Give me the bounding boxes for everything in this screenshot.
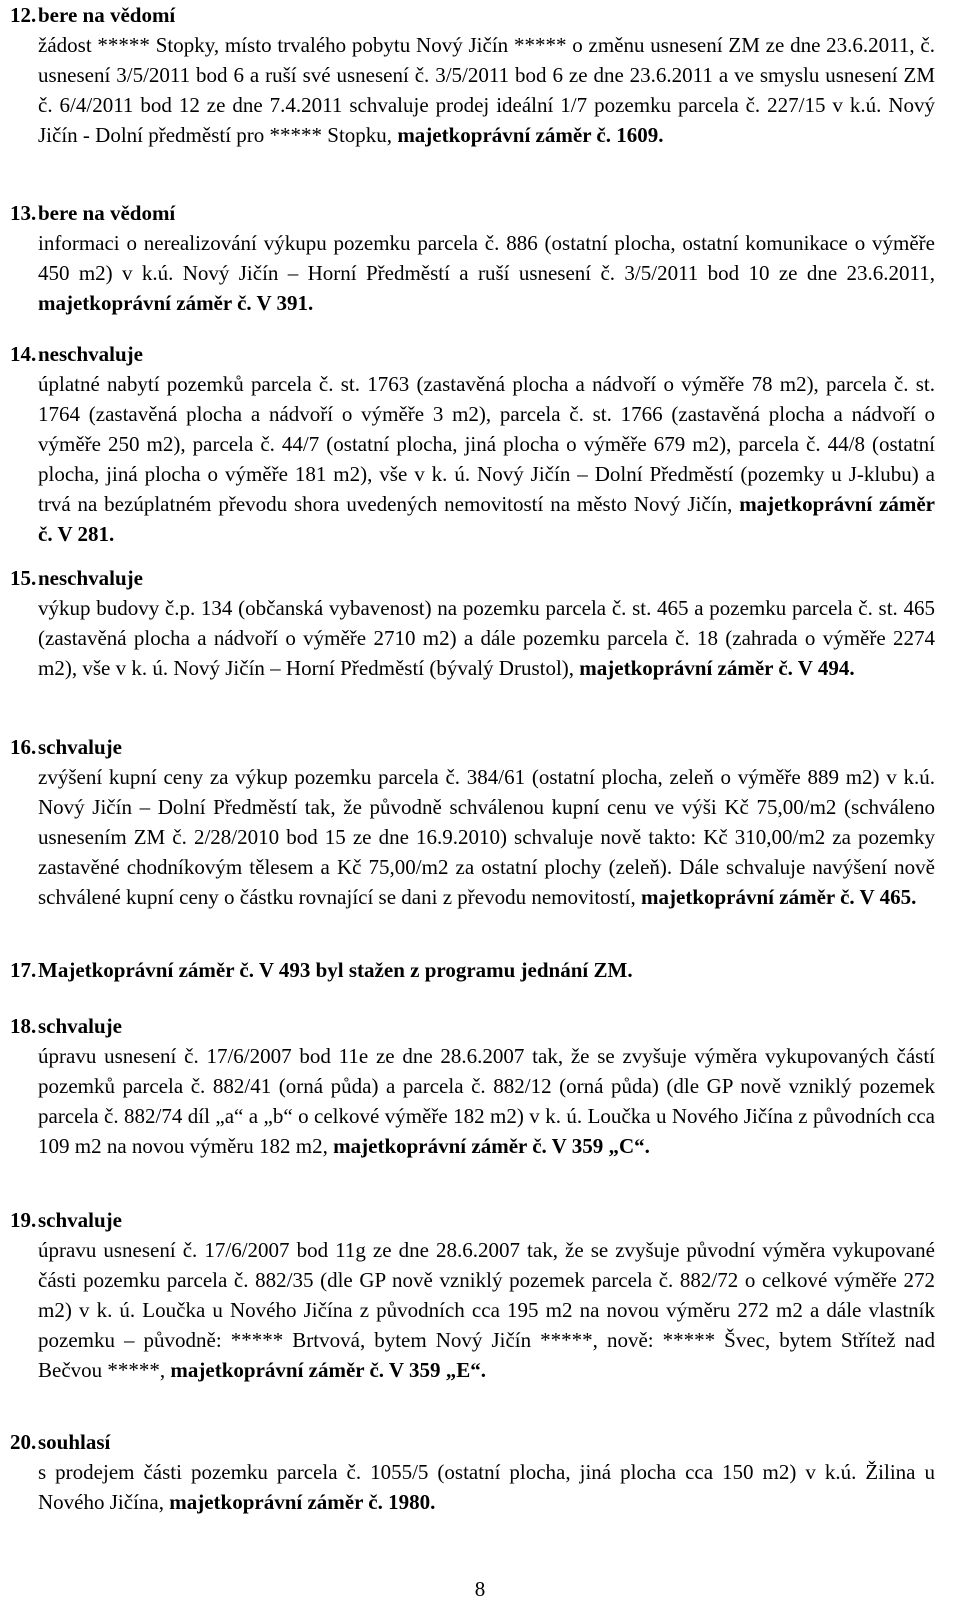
resolution-text xyxy=(38,369,935,549)
resolution-verb: bere na vědomí xyxy=(38,3,176,27)
resolution-ref: majetkoprávní záměr č. V 359 „C“. xyxy=(333,1134,650,1158)
resolution-heading xyxy=(10,955,935,985)
resolution-text xyxy=(38,1235,935,1385)
resolution-verb: schvaluje xyxy=(38,1014,122,1038)
resolution-ref: majetkoprávní záměr č. 1609. xyxy=(397,123,664,147)
resolution-verb: bere na vědomí xyxy=(38,201,176,225)
resolution-text xyxy=(38,228,935,318)
resolution-number: 12. xyxy=(10,3,37,27)
resolution-verb: Majetkoprávní záměr č. V 493 byl stažen z programu jednání ZM. xyxy=(38,958,633,982)
resolution-item-13 xyxy=(10,198,935,318)
resolution-ref: majetkoprávní záměr č. V 391. xyxy=(38,291,314,315)
resolution-heading xyxy=(10,1427,935,1457)
resolution-heading xyxy=(10,732,935,762)
resolution-text xyxy=(38,1041,935,1161)
resolution-verb: neschvaluje xyxy=(38,566,143,590)
resolution-number: 19. xyxy=(10,1208,37,1232)
resolution-verb: schvaluje xyxy=(38,1208,122,1232)
resolution-ref: majetkoprávní záměr č. V 494. xyxy=(579,656,855,680)
resolution-heading xyxy=(10,1205,935,1235)
resolution-number: 17. xyxy=(10,958,37,982)
resolution-item-14 xyxy=(10,339,935,549)
resolution-body: žádost ***** Stopky, místo trvalého pobytu Nový Jičín ***** o změnu usnesení ZM ze dne 23.6.2011, č. usnesení 3/5/2011 bod 6 a ruší své usnesení č. 3/5/2011 bod 6 ze dne 23.6.2011 a ve smyslu usnesení ZM č. 6/4/2011 bod 12 ze dne 7.4.2011 schvaluje prodej ideální 1/7 pozemku parcela č. 227/15 v k.ú. Nový Jičín - Dolní předměstí pro ***** Stopku, xyxy=(38,33,935,147)
resolution-text xyxy=(38,762,935,912)
resolution-item-12 xyxy=(10,0,935,150)
resolution-verb: schvaluje xyxy=(38,735,122,759)
resolution-item-17 xyxy=(10,955,935,985)
resolution-verb: souhlasí xyxy=(38,1430,111,1454)
resolution-item-16 xyxy=(10,732,935,912)
page-number: 8 xyxy=(474,1577,486,1601)
resolution-number: 13. xyxy=(10,201,37,225)
resolution-item-15 xyxy=(10,563,935,683)
resolution-item-19 xyxy=(10,1205,935,1385)
resolution-number: 20. xyxy=(10,1430,37,1454)
resolution-text xyxy=(38,593,935,683)
resolution-body: úplatné nabytí pozemků parcela č. st. 1763 (zastavěná plocha a nádvoří o výměře 78 m2), parcela č. st. 1764 (zastavěná plocha a nádvoří o výměře 3 m2), parcela č. st. 1766 (zastavěná plocha a nádvoří o výměře 250 m2), parcela č. 44/7 (ostatní plocha, jiná plocha o výměře 679 m2), parcela č. 44/8 (ostatní plocha, jiná plocha o výměře 181 m2), vše v k. ú. Nový Jičín – Dolní Předměstí (pozemky u J-klubu) a trvá na bezúplatném převodu shora uvedených nemovitostí na město Nový Jičín, xyxy=(38,372,935,516)
resolution-body: informaci o nerealizování výkupu pozemku parcela č. 886 (ostatní plocha, ostatní komunikace o výměře 450 m2) v k.ú. Nový Jičín – Horní Předměstí a ruší usnesení č. 3/5/2011 bod 10 ze dne 23.6.2011, xyxy=(38,231,935,285)
resolution-number: 18. xyxy=(10,1014,37,1038)
resolution-heading xyxy=(10,198,935,228)
resolution-heading xyxy=(10,563,935,593)
resolution-item-20 xyxy=(10,1427,935,1517)
resolution-heading xyxy=(10,1011,935,1041)
resolution-text xyxy=(38,30,935,150)
resolution-body: výkup budovy č.p. 134 (občanská vybavenost) na pozemku parcela č. st. 465 a pozemku parcela č. st. 465 (zastavěná plocha a nádvoří o výměře 2710 m2) a dále pozemku parcela č. 18 (zahrada o výměře 2274 m2), vše v k. ú. Nový Jičín – Horní Předměstí (bývalý Drustol), xyxy=(38,596,935,680)
resolution-item-18 xyxy=(10,1011,935,1161)
resolution-ref: majetkoprávní záměr č. 1980. xyxy=(169,1490,436,1514)
resolution-ref: majetkoprávní záměr č. V 359 „E“. xyxy=(170,1358,486,1382)
resolution-heading xyxy=(10,0,935,30)
resolution-number: 14. xyxy=(10,342,37,366)
resolution-ref: majetkoprávní záměr č. V 281. xyxy=(38,492,935,546)
resolution-body: úpravu usnesení č. 17/6/2007 bod 11e ze dne 28.6.2007 tak, že se zvyšuje výměra vykupovaných částí pozemků parcela č. 882/41 (orná půda) a parcela č. 882/12 (orná půda) (dle GP nově vzniklý pozemek parcela č. 882/74 díl „a“ a „b“ o celkové výměře 182 m2) v k. ú. Loučka u Nového Jičína z původních cca 109 m2 na novou výměru 182 m2, xyxy=(38,1044,935,1158)
resolution-heading xyxy=(10,339,935,369)
resolution-text xyxy=(38,1457,935,1517)
resolution-number: 15. xyxy=(10,566,37,590)
resolution-verb: neschvaluje xyxy=(38,342,143,366)
resolution-body: s prodejem části pozemku parcela č. 1055/5 (ostatní plocha, jiná plocha cca 150 m2) v k.ú. Žilina u Nového Jičína, xyxy=(38,1460,935,1514)
resolution-body: úpravu usnesení č. 17/6/2007 bod 11g ze dne 28.6.2007 tak, že se zvyšuje původní výměra vykupované části pozemku parcela č. 882/35 (dle GP nově vzniklý pozemek parcela č. 882/72 o celkové výměře 272 m2) v k. ú. Loučka u Nového Jičína z původních cca 195 m2 na novou výměru 272 m2 a dále vlastník pozemku – původně: ***** Brtvová, bytem Nový Jičín *****, nově: ***** Švec, bytem Střítež nad Bečvou *****, xyxy=(38,1238,935,1382)
resolution-number: 16. xyxy=(10,735,37,759)
resolution-ref: majetkoprávní záměr č. V 465. xyxy=(641,885,917,909)
resolution-body: zvýšení kupní ceny za výkup pozemku parcela č. 384/61 (ostatní plocha, zeleň o výměře 889 m2) v k.ú. Nový Jičín – Dolní Předměstí tak, že původně schválenou kupní cenu ve výši Kč 75,00/m2 (schváleno usnesením ZM č. 2/28/2010 bod 15 ze dne 16.9.2010) schvaluje nově takto: Kč 310,00/m2 za pozemky zastavěné chodníkovým tělesem a Kč 75,00/m2 za ostatní plochy (zeleň). Dále schvaluje navýšení nově schválené kupní ceny o částku rovnající se dani z převodu nemovitostí, xyxy=(38,765,935,909)
